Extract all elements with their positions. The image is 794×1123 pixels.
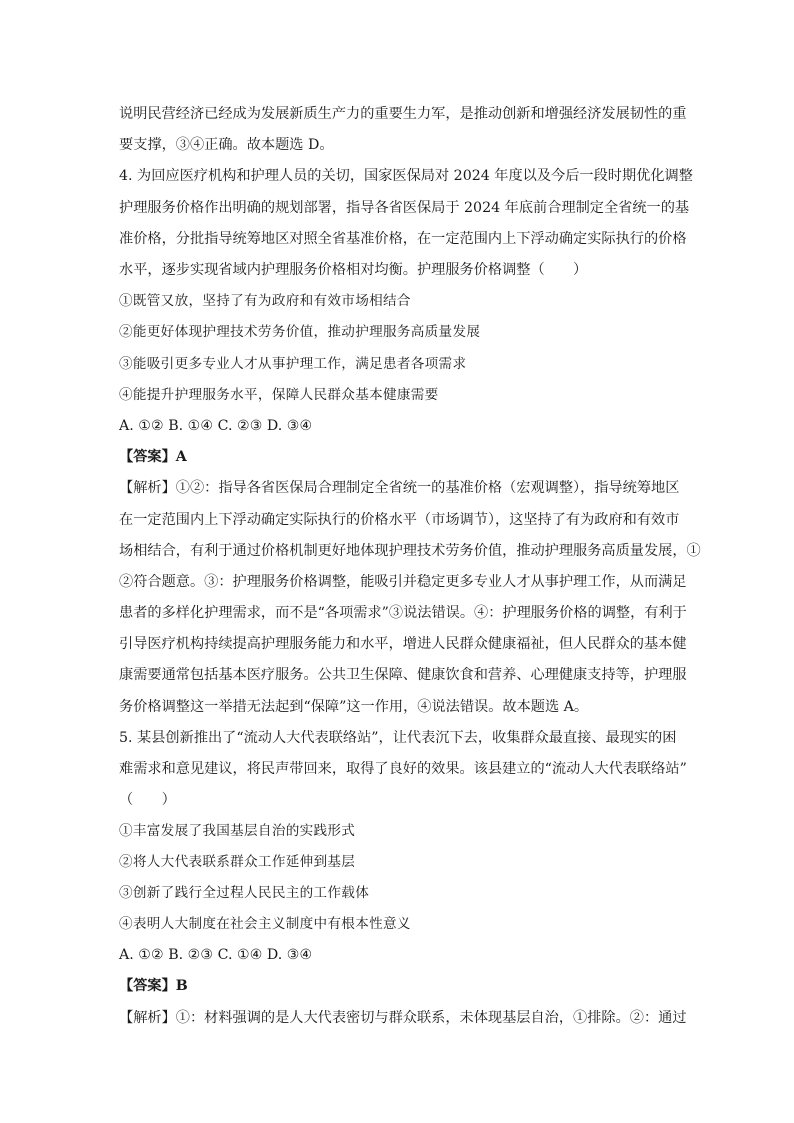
question-4-analysis: 场相结合，有利于通过价格机制更好地体现护理技术劳务价值，推动护理服务高质量发展，①: [119, 543, 701, 559]
question-5-stem: 5. 某县创新推出了“流动人大代表联络站”，让代表沉下去，收集群众最直接、最现实的困: [119, 730, 677, 746]
question-4-analysis: 康需要通常包括基本医疗服务。公共卫生保障、健康饮食和营养、心理健康支持等，护理服: [119, 667, 687, 683]
question-4-analysis: 务价格调整这一举措无法起到“保障”这一作用，④说法错误。故本题选 A。: [119, 699, 589, 715]
text-line: 说明民营经济已经成为发展新质生产力的重要生力军，是推动创新和增强经济发展韧性的重: [119, 106, 687, 122]
text-line: 要支撑，③④正确。故本题选 D。: [119, 137, 334, 153]
question-4-analysis: ②符合题意。③：护理服务价格调整，能吸引并稳定更多专业人才从事护理工作，从而满足: [119, 574, 687, 590]
question-5-option: ①丰富发展了我国基层自治的实践形式: [119, 823, 356, 839]
question-4-stem: 准价格，分批指导统筹地区对照全省基准价格，在一定范围内上下浮动确定实际执行的价格: [119, 231, 687, 247]
question-4-option: ③能吸引更多专业人才从事护理工作，满足患者各项需求: [119, 356, 467, 372]
question-5-option: ②将人大代表联系群众工作延伸到基层: [119, 854, 356, 870]
question-4-analysis: 【解析】①②：指导各省医保局合理制定全省统一的基准价格（宏观调整），指导统筹地区: [119, 480, 680, 496]
question-5-stem: （ ）: [119, 792, 176, 808]
question-4-stem: 4. 为回应医疗机构和护理人员的关切，国家医保局对 2024 年度以及今后一段时期优化调整: [119, 168, 693, 184]
question-4-choices: A. ①② B. ①④ C. ②③ D. ③④: [119, 418, 313, 434]
question-4-option: ④能提升护理服务水平，保障人民群众基本健康需要: [119, 387, 439, 403]
question-5-analysis: 【解析】①：材料强调的是人大代表密切与群众联系，未体现基层自治，①排除。②：通过: [119, 1010, 687, 1026]
question-4-stem: 水平，逐步实现省域内护理服务价格相对均衡。护理服务价格调整（ ）: [119, 262, 588, 278]
question-4-analysis: 在一定范围内上下浮动确定实际执行的价格水平（市场调节），这坚持了有为政府和有效市: [119, 512, 680, 528]
question-4-answer: 【答案】A: [119, 449, 187, 465]
question-5-stem: 难需求和意见建议，将民声带回来，取得了良好的效果。该县建立的“流动人大代表联络站”: [119, 761, 687, 777]
question-4-analysis: 引导医疗机构持续提高护理服务能力和水平，增进人民群众健康福祉，但人民群众的基本健: [119, 636, 687, 652]
question-4-option: ①既管又放，坚持了有为政府和有效市场相结合: [119, 293, 411, 309]
question-5-option: ③创新了践行全过程人民民主的工作载体: [119, 885, 370, 901]
question-4-analysis: 患者的多样化护理需求，而不是“各项需求”③说法错误。④：护理服务价格的调整，有利于: [119, 605, 687, 621]
question-4-stem: 护理服务价格作出明确的规划部署，指导各省医保局于 2024 年底前合理制定全省统一的基: [119, 200, 690, 216]
question-5-choices: A. ①② B. ②③ C. ①④ D. ③④: [119, 947, 313, 963]
question-4-option: ②能更好体现护理技术劳务价值，推动护理服务高质量发展: [119, 324, 481, 340]
question-5-option: ④表明人大制度在社会主义制度中有根本性意义: [119, 916, 411, 932]
question-5-answer: 【答案】B: [119, 978, 188, 994]
